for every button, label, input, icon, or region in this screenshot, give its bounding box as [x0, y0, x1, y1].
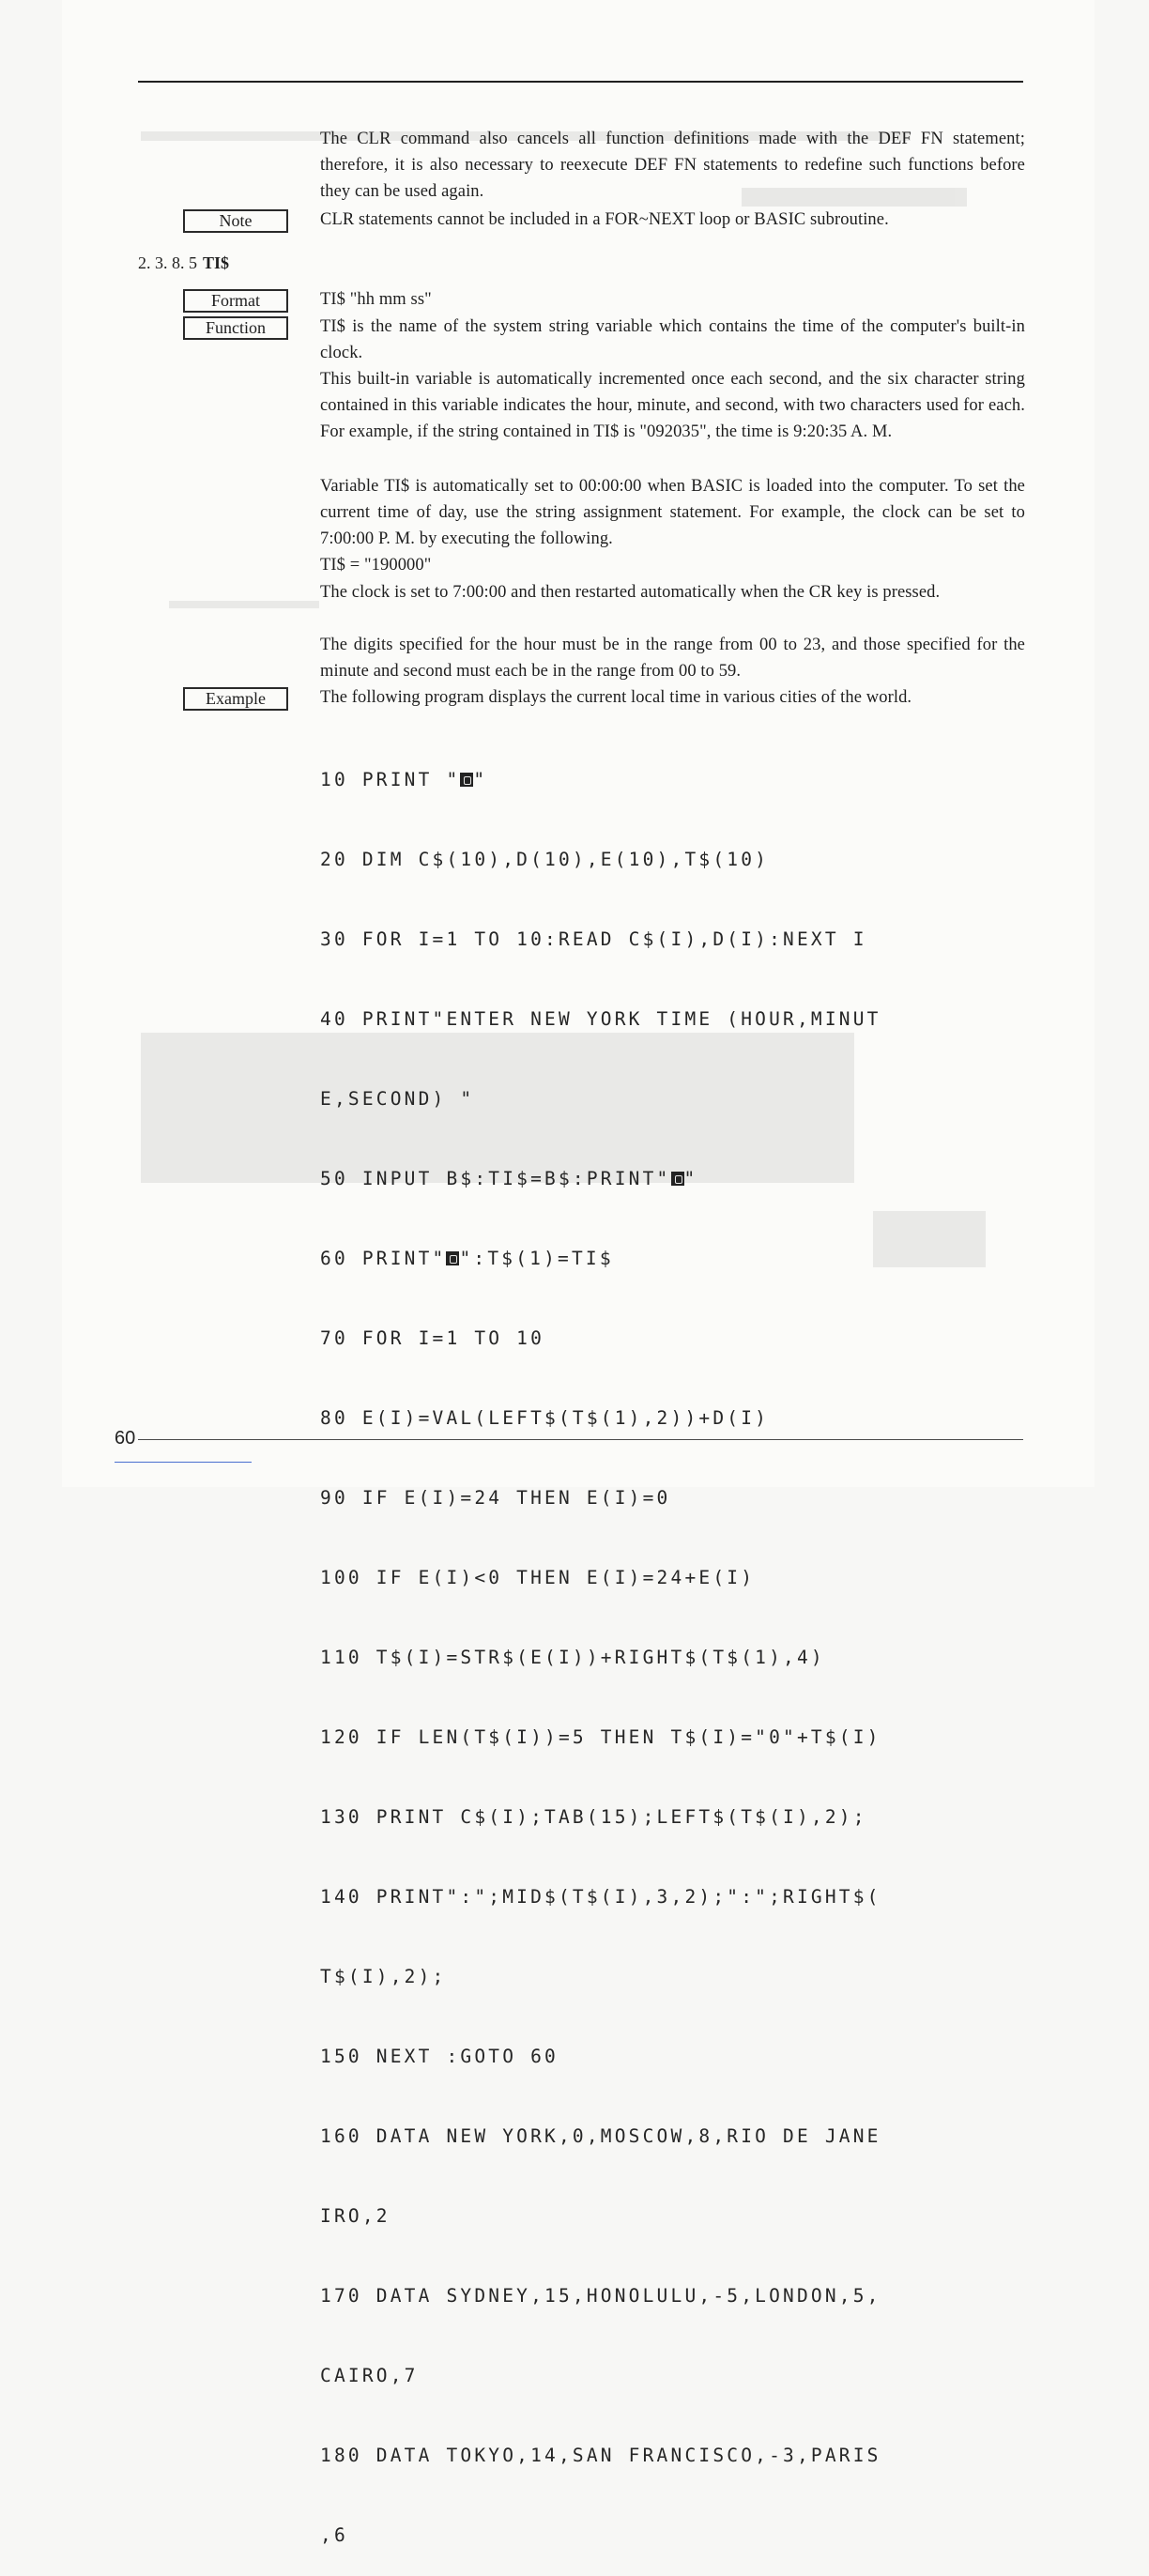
clear-screen-glyph-icon	[460, 773, 473, 787]
function-paragraph-1: TI$ is the name of the system string variable which contains the time of the computer's built-in clock.	[320, 317, 1025, 363]
code-line: 140 PRINT":";MID$(T$(I),3,2);":";RIGHT$(	[320, 1886, 881, 1909]
code-line: 20 DIM C$(10),D(10),E(10),T$(10)	[320, 848, 770, 870]
code-line: 80 E(I)=VAL(LEFT$(T$(1),2))+D(I)	[320, 1406, 770, 1429]
format-label: Format	[183, 289, 288, 313]
code-line: 90 IF E(I)=24 THEN E(I)=0	[320, 1486, 671, 1509]
note-label: Note	[183, 209, 288, 233]
code-line: 120 IF LEN(T$(I))=5 THEN T$(I)="0"+T$(I)	[320, 1726, 881, 1749]
code-line: 180 DATA TOKYO,14,SAN FRANCISCO,-3,PARIS	[320, 2445, 881, 2467]
example-label: Example	[183, 687, 288, 711]
code-line: 150 NEXT :GOTO 60	[320, 2046, 559, 2068]
clr-note-text: CLR statements cannot be included in a FOR~NEXT loop or BASIC subroutine.	[320, 210, 889, 229]
clear-screen-glyph-icon	[671, 1172, 684, 1186]
function-paragraph-3: Variable TI$ is automatically set to 00:00:00 when BASIC is loaded into the computer. To set the current time of day, use the string assignment statement. For example, the clock can be set to 7:00:00 P. M. by executing the following.	[320, 477, 1025, 549]
format-text: TI$ "hh mm ss"	[320, 290, 432, 309]
page-number: 60	[115, 1428, 136, 1449]
home-cursor-glyph-icon	[446, 1251, 459, 1265]
function-paragraph-5: The clock is set to 7:00:00 and then restarted automatically when the CR key is pressed.	[320, 583, 941, 602]
code-line: 50 INPUT B$:TI$=B$:PRINT" "	[320, 1167, 698, 1189]
basic-program-listing	[320, 713, 1034, 2576]
code-line: ,6	[320, 2524, 348, 2547]
footer-blue-underline	[115, 1462, 252, 1463]
code-line: 60 PRINT" ":T$(1)=TI$	[320, 1247, 614, 1269]
code-line: 10 PRINT " "	[320, 768, 488, 790]
function-paragraph-6: The digits specified for the hour must be in the range from 00 to 23, and those specified for the minute and second must each be in the range from 00 to 59.	[320, 636, 1025, 682]
code-line: E,SECOND) "	[320, 1087, 475, 1110]
code-line: 40 PRINT"ENTER NEW YORK TIME (HOUR,MINUT	[320, 1007, 881, 1030]
code-line: T$(I),2);	[320, 1966, 447, 1988]
code-line: 110 T$(I)=STR$(E(I))+RIGHT$(T$(1),4)	[320, 1647, 825, 1669]
footer-rule	[138, 1439, 1023, 1440]
code-line: 130 PRINT C$(I);TAB(15);LEFT$(T$(I),2);	[320, 1806, 867, 1829]
code-line: IRO,2	[320, 2205, 391, 2228]
code-line: 100 IF E(I)<0 THEN E(I)=24+E(I)	[320, 1567, 756, 1588]
function-paragraph-2: This built-in variable is automatically incremented once each second, and the six character string contained in this variable indicates the hour, minute, and second, with two characters used for each. For example, if the string contained in TI$ is "092035", the time is 9:20:35 A. M.	[320, 370, 1025, 442]
section-number: 2. 3. 8. 5	[138, 253, 197, 272]
code-line: 160 DATA NEW YORK,0,MOSCOW,8,RIO DE JANE	[320, 2125, 881, 2148]
header-rule	[138, 81, 1023, 83]
section-heading	[138, 252, 229, 274]
clr-intro-paragraph: The CLR command also cancels all function definitions made with the DEF FN statement; therefore, it is also necessary to reexecute DEF FN statements to redefine such functions before they can be used again.	[320, 130, 1025, 202]
section-title: TI$	[203, 253, 230, 272]
code-line: 30 FOR I=1 TO 10:READ C$(I),D(I):NEXT I	[320, 928, 867, 950]
example-intro: The following program displays the current local time in various cities of the world.	[320, 688, 912, 707]
code-line: CAIRO,7	[320, 2365, 419, 2387]
code-line: 170 DATA SYDNEY,15,HONOLULU,-5,LONDON,5,	[320, 2285, 881, 2308]
function-label: Function	[183, 316, 288, 340]
function-assignment-example: TI$ = "190000"	[320, 556, 432, 575]
code-line: 70 FOR I=1 TO 10	[320, 1326, 545, 1349]
